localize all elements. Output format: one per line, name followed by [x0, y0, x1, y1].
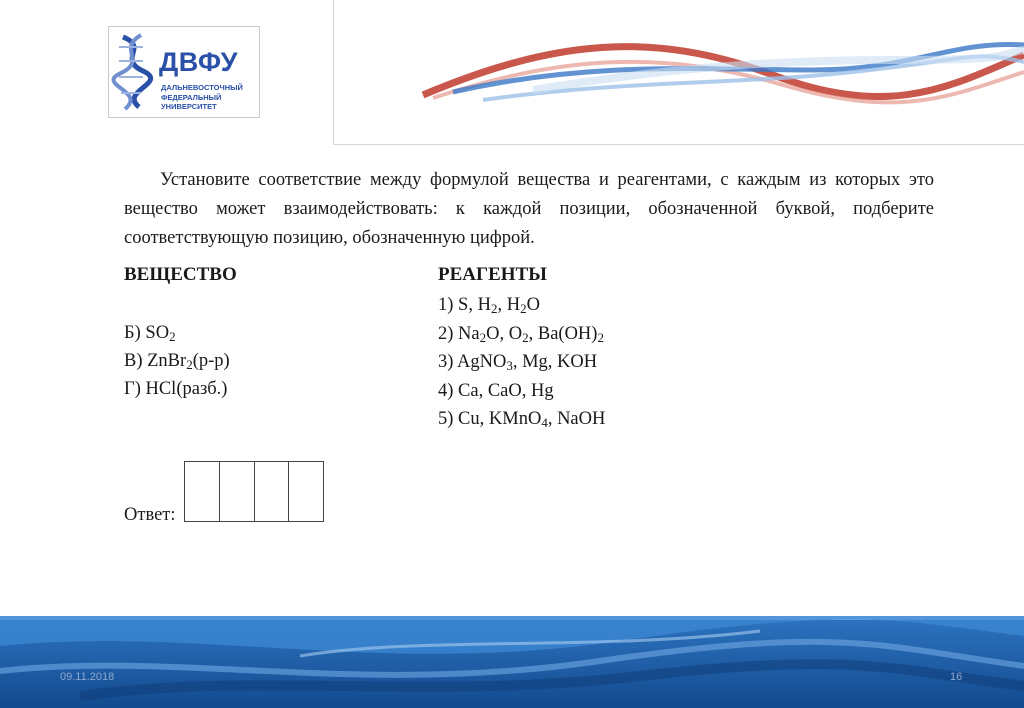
formula-text: Na — [458, 323, 480, 344]
formula-text: O, O — [486, 323, 523, 344]
answer-grid — [184, 461, 324, 522]
formula-subscript: 2 — [490, 301, 498, 316]
formula-subscript: 3 — [506, 358, 513, 373]
substance-item — [124, 375, 227, 403]
reagents-title: РЕАГЕНТЫ — [438, 264, 547, 285]
task-text: Установите соответствие между формулой вещества и реагентами, с каждым из которых это вещество может взаимодействовать: к каждой позиции, обозначенной буквой, подберите соответствующую позицию, обозначенную цифрой. — [124, 170, 934, 248]
item-marker: 3) — [438, 352, 458, 372]
formula-text: ZnBr — [147, 351, 187, 371]
answer-cell[interactable] — [288, 462, 323, 521]
reagent-item — [438, 291, 540, 319]
university-logo — [108, 26, 260, 118]
answer-cell[interactable] — [254, 462, 289, 521]
footer-waves-banner — [0, 616, 1024, 708]
reagent-item — [438, 320, 604, 348]
logo-subtitle-line: ДАЛЬНЕВОСТОЧНЫЙ — [161, 83, 243, 92]
formula-text: O — [526, 295, 540, 315]
logo-subtitle-line: ФЕДЕРАЛЬНЫЙ — [161, 92, 222, 102]
item-marker: 2) — [438, 323, 459, 344]
item-marker: Б) — [124, 323, 146, 343]
header-waves-decoration — [333, 0, 1024, 140]
logo-title: ДВФУ — [159, 47, 238, 77]
formula-subscript: 2 — [522, 329, 529, 345]
formula-text: S, H — [458, 295, 491, 315]
formula-subscript: 2 — [479, 329, 487, 345]
formula-subscript: 2 — [520, 301, 527, 316]
logo-subtitle-line: УНИВЕРСИТЕТ — [161, 102, 217, 111]
formula-text: Ca, CaO, Hg — [458, 380, 554, 401]
logo-subtitle — [161, 83, 243, 112]
answer-cell[interactable] — [219, 462, 254, 521]
item-marker: 4) — [438, 380, 459, 401]
substance-item — [124, 347, 230, 375]
formula-text: , H — [497, 295, 521, 315]
substance-item — [124, 319, 176, 347]
formula-text: HCl(разб.) — [145, 379, 228, 399]
formula-text: Cu, KMnO — [458, 409, 542, 429]
item-marker: 1) — [438, 295, 459, 315]
reagent-item — [438, 348, 597, 376]
page-number: 16 — [950, 671, 963, 683]
substances-title: ВЕЩЕСТВО — [124, 264, 237, 285]
formula-subscript: 2 — [597, 329, 604, 345]
answer-label: Ответ: — [124, 505, 176, 525]
dna-helix-icon — [109, 27, 159, 119]
item-marker: 5) — [438, 409, 459, 429]
answer-cell[interactable] — [185, 462, 219, 521]
reagent-item — [438, 377, 554, 405]
formula-text: , Ba(OH) — [528, 323, 598, 344]
formula-text: , NaOH — [547, 409, 606, 429]
item-marker: В) — [124, 351, 148, 371]
formula-subscript: 2 — [186, 357, 193, 372]
footer-date: 09.11.2018 — [60, 671, 115, 683]
formula-subscript: 2 — [169, 329, 176, 344]
item-marker: Г) — [124, 379, 146, 399]
formula-text: , Mg, KOH — [512, 352, 598, 372]
formula-text: SO — [145, 323, 170, 343]
reagent-item — [438, 405, 605, 433]
formula-subscript: 4 — [541, 415, 548, 430]
formula-text: AgNO — [457, 352, 507, 372]
formula-text: (р-р) — [192, 351, 230, 371]
